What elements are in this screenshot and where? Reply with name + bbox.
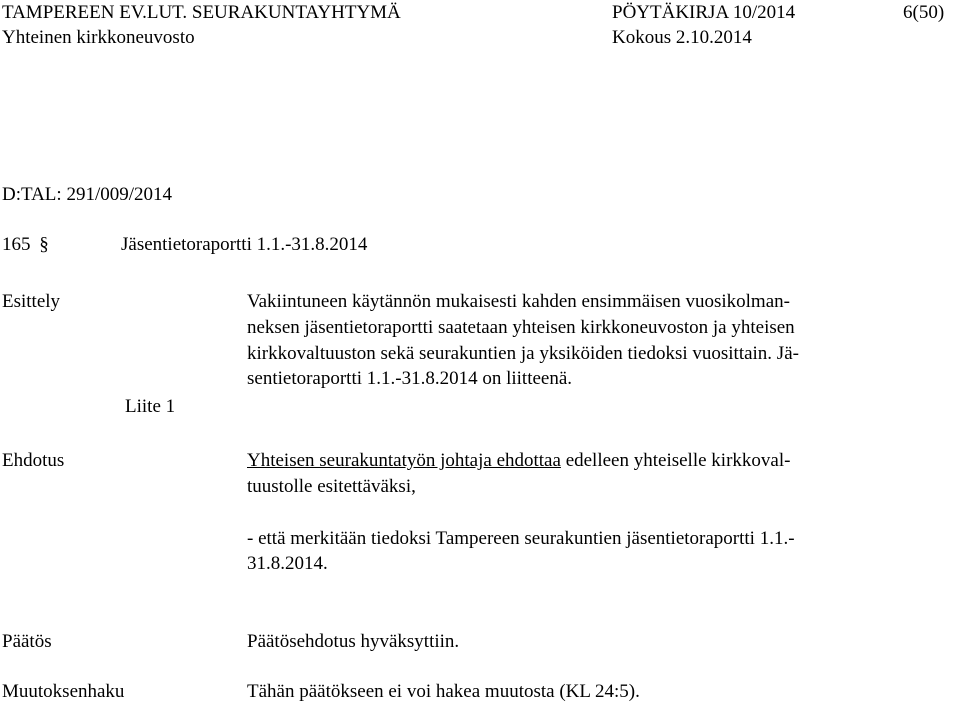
meeting-body: Yhteinen kirkkoneuvosto [2,27,195,48]
ehdotus-label: Ehdotus [2,450,65,471]
item-title: Jäsentietoraportti 1.1.-31.8.2014 [121,234,368,255]
organization-name: TAMPEREEN EV.LUT. SEURAKUNTAYHTYMÄ [2,2,401,23]
ehdotus-line-2: tuustolle esitettäväksi, [247,476,416,497]
esittely-line-2: neksen jäsentietoraportti saatetaan yhteisen kirkkoneuvoston ja yhteisen [247,317,795,338]
esittely-line-1: Vakiintuneen käytännön mukaisesti kahden ensimmäisen vuosikolman- [247,291,790,312]
ehdotus-bullet-line-1: - että merkitään tiedoksi Tampereen seurakuntien jäsentietoraportti 1.1.- [247,528,795,549]
document-type: PÖYTÄKIRJA 10/2014 [612,2,796,23]
dtal-reference: D:TAL: 291/009/2014 [2,184,172,205]
paatos-label: Päätös [2,631,52,652]
paatos-text: Päätösehdotus hyväksyttiin. [247,631,460,652]
proposer-underlined: Yhteisen seurakuntatyön johtaja ehdottaa [247,450,561,471]
esittely-line-3: kirkkovaltuuston sekä seurakuntien ja yksiköiden tiedoksi vuosittain. Jä- [247,343,799,364]
meeting-date: Kokous 2.10.2014 [612,27,752,48]
ehdotus-line-1 [247,449,790,472]
item-heading [2,233,49,256]
ehdotus-bullet-line-2: 31.8.2014. [247,553,328,574]
esittely-label: Esittely [2,291,61,312]
muutoksenhaku-text: Tähän päätökseen ei voi hakea muutosta (KL 24:5). [247,681,640,702]
section-symbol: § [39,234,49,255]
page-number: 6(50) [903,2,945,23]
ehdotus-line-1-rest: edelleen yhteiselle kirkkoval- [560,450,791,471]
item-number: 165 [2,234,31,255]
esittely-line-4: sentietoraportti 1.1.-31.8.2014 on liitteenä. [247,368,573,389]
attachment-label: Liite 1 [125,396,176,417]
muutoksenhaku-label: Muutoksenhaku [2,681,125,702]
